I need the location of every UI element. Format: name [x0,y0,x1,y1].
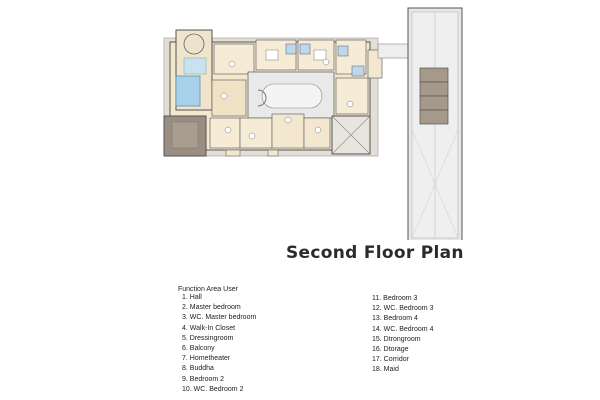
room-lower-1 [210,118,240,148]
maid-room-2 [420,82,448,96]
roof-block-left-inner [172,122,198,148]
pool [176,76,200,106]
walkway [378,44,408,58]
legend-heading: Function Area User [178,286,238,293]
bath-4 [352,66,364,76]
legend-item: 16. Dtorage [372,345,409,353]
plan-title: Second Floor Plan [286,243,464,263]
maid-room-3 [420,96,448,110]
legend-item: 6. Balcony [182,344,215,352]
legend-item: 12. WC. Bedroom 3 [372,305,434,313]
room-lower-2 [240,118,272,148]
bath-3 [338,46,348,56]
legend-item: 8. Buddha [182,365,214,373]
legend-column-left [182,293,256,395]
bath-2 [300,44,310,54]
maid-room-1 [420,68,448,82]
legend-item: 9. Bedroom 2 [182,375,225,383]
legend-item: 5. Dressingroom [182,334,234,342]
maid-room-4 [420,110,448,124]
pool-deck [184,58,206,74]
bath-1 [286,44,296,54]
legend-item: 11. Bedroom 3 [372,295,418,302]
legend-item: 4. Walk-In Closet [182,324,236,332]
bed-1 [266,50,278,60]
legend-item: 1. Hall [182,294,202,301]
legend-item: 15. Dtrongroom [372,335,421,343]
legend-item: 13. Bedroom 4 [372,315,418,323]
room-left-mid [212,80,246,116]
hall-oval [262,84,322,108]
legend-item: 18. Maid [372,366,399,374]
legend-column-right [372,294,433,376]
legend-item: 3. WC. Master bedroom [182,314,257,322]
bed-2 [314,50,326,60]
legend-item: 17. Corridor [372,356,409,364]
tower-dome [184,34,204,54]
legend-item: 14. WC. Bedroom 4 [372,325,434,333]
room-right-mid [336,78,368,114]
legend-item: 2. Master bedroom [182,304,241,312]
legend-item: 7. Hometheater [182,355,231,363]
room-upper-1 [214,44,254,74]
legend-item: 10. WC. Bedroom 2 [182,385,244,393]
